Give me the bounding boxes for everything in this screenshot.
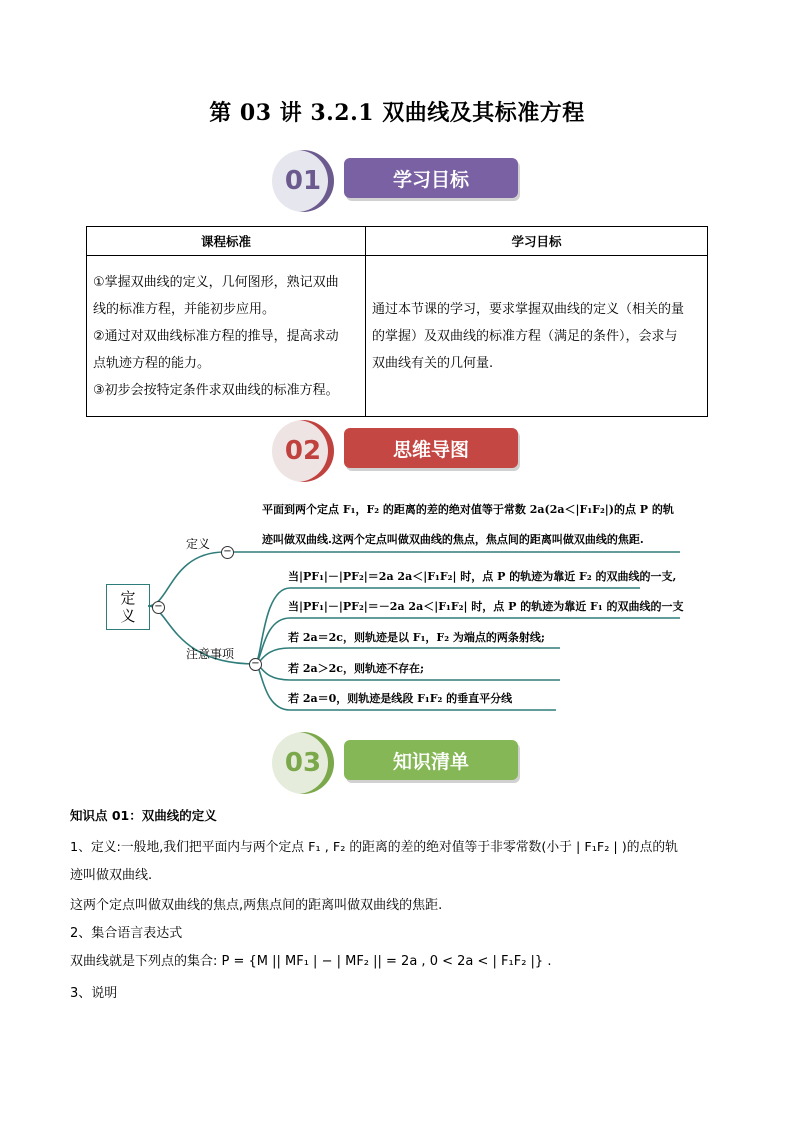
goals-line: 通过本节课的学习，要求掌握双曲线的定义（相关的量	[372, 301, 685, 317]
standard-line: 线的标准方程，并能初步应用。	[93, 301, 276, 317]
knowledge-text: 3、说明	[70, 986, 118, 1001]
knowledge-text: 这两个定点叫做双曲线的焦点,两焦点间的距离叫做双曲线的焦距.	[70, 898, 443, 913]
section-number-01: 01	[272, 150, 334, 212]
mindmap-branch-notes: 注意事项	[186, 647, 235, 661]
knowledge-text: 双曲线就是下列点的集合: P = {M || MF₁ | − | MF₂ || = 2a , 0 < 2a < | F₁F₂ |} .	[70, 954, 552, 969]
knowledge-text: 2、集合语言表达式	[70, 926, 183, 941]
section-label-02: 思维导图	[344, 428, 518, 468]
mindmap-definition-line: 迹叫做双曲线.这两个定点叫做双曲线的焦点，焦点间的距离叫做双曲线的焦距.	[262, 533, 644, 546]
mindmap-branch-definition: 定义	[186, 537, 211, 551]
mindmap-note: 若 2a＝0，则轨迹是线段 F₁F₂ 的垂直平分线	[288, 692, 513, 705]
section-label-03: 知识清单	[344, 740, 518, 780]
page-title: 第 03 讲 3.2.1 双曲线及其标准方程	[209, 100, 585, 126]
table-header-standard: 课程标准	[87, 227, 366, 256]
standard-line: ②通过对双曲线标准方程的推导，提高求动	[93, 328, 339, 344]
mindmap-note: 若 2a＞2c，则轨迹不存在;	[288, 662, 425, 675]
knowledge-text: 1、定义:一般地,我们把平面内与两个定点 F₁ , F₂ 的距离的差的绝对值等于非零常数(小于 | F₁F₂ | )的点的轨	[70, 840, 678, 855]
collapse-icon[interactable]: −	[152, 601, 165, 614]
collapse-icon[interactable]: −	[249, 658, 262, 671]
table-header-goals: 学习目标	[366, 227, 708, 256]
goals-line: 双曲线有关的几何量.	[372, 355, 494, 371]
mindmap-root	[106, 584, 150, 630]
mindmap-root-text-1: 定	[120, 589, 136, 607]
knowledge-point-title: 知识点 01：双曲线的定义	[70, 808, 217, 823]
collapse-icon[interactable]: −	[221, 546, 234, 559]
mindmap-definition-line: 平面到两个定点 F₁，F₂ 的距离的差的绝对值等于常数 2a(2a＜|F₁F₂|)的点 P 的轨	[262, 503, 674, 516]
section-label-01: 学习目标	[344, 158, 518, 198]
mindmap-root-text-2: 义	[120, 607, 136, 625]
section-number-02: 02	[272, 420, 334, 482]
mindmap-note: 当|PF₁|－|PF₂|＝－2a 2a＜|F₁F₂| 时，点 P 的轨迹为靠近 F₁ 的双曲线的一支	[288, 600, 684, 613]
knowledge-text: 迹叫做双曲线.	[70, 868, 153, 883]
standard-line: 点轨迹方程的能力。	[93, 355, 211, 371]
mindmap-note: 当|PF₁|－|PF₂|＝2a 2a＜|F₁F₂| 时，点 P 的轨迹为靠近 F₂ 的双曲线的一支,	[288, 570, 677, 583]
goals-line: 的掌握）及双曲线的标准方程（满足的条件），会求与	[372, 328, 678, 344]
standard-line: ①掌握双曲线的定义，几何图形，熟记双曲	[93, 274, 339, 290]
section-number-03: 03	[272, 732, 334, 794]
standard-line: ③初步会按特定条件求双曲线的标准方程。	[93, 382, 339, 398]
mindmap-note: 若 2a＝2c，则轨迹是以 F₁，F₂ 为端点的两条射线;	[288, 631, 545, 644]
section-banner-03	[272, 740, 532, 788]
